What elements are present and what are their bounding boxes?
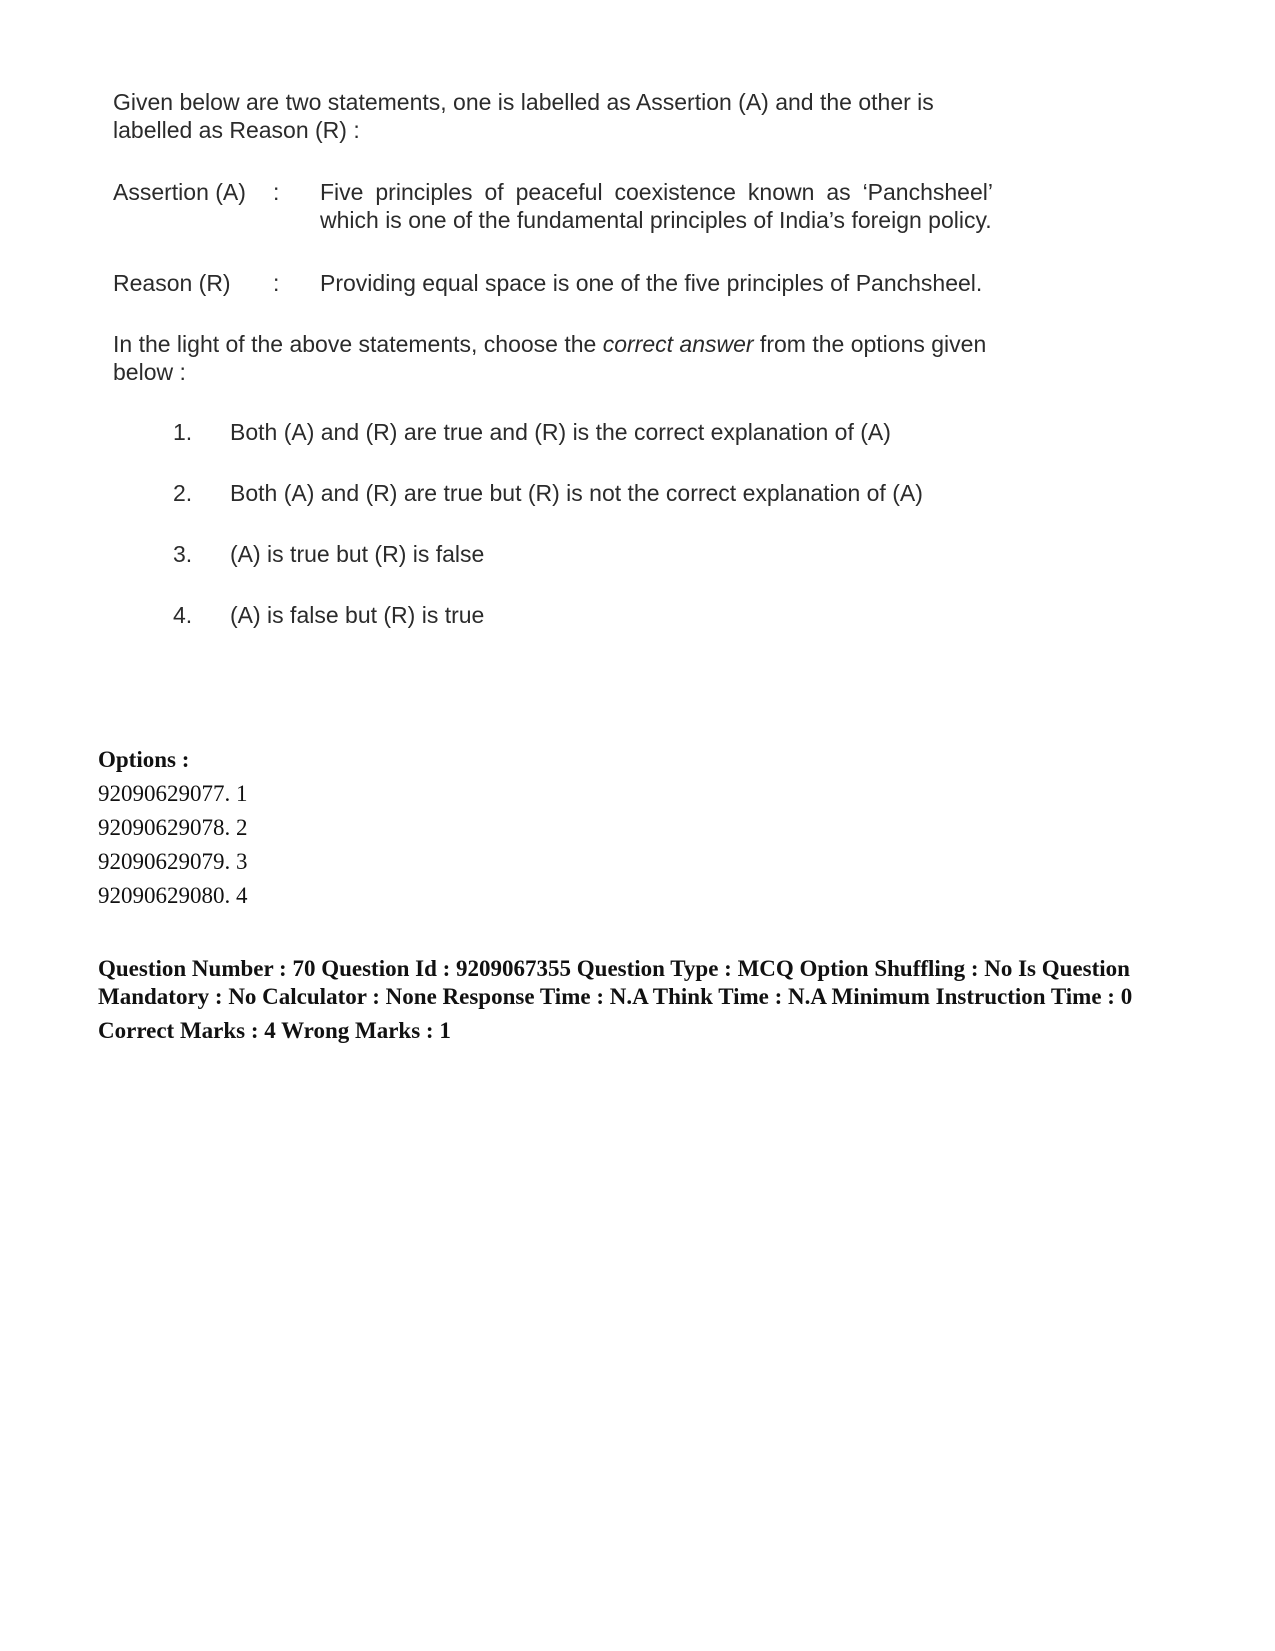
options-title: Options :: [98, 747, 190, 772]
answer-choices: [113, 418, 993, 629]
question-intro: Given below are two statements, one is labelled as Assertion (A) and the other is labelled as Reason (R) :: [113, 89, 934, 143]
choice-text: Both (A) and (R) are true and (R) is the correct explanation of (A): [230, 419, 891, 445]
choose-instruction-emphasis: correct answer: [602, 331, 754, 357]
assertion-label: Assertion (A): [113, 179, 246, 205]
choice-text: (A) is false but (R) is true: [230, 602, 485, 628]
assertion-text: Five principles of peaceful coexistence known as ‘Panchsheel’ which is one of the fundamental principles of India’s foreign policy.: [320, 179, 993, 233]
reason-label: Reason (R): [113, 270, 231, 296]
answer-choice-3: [113, 540, 993, 568]
choice-text: (A) is true but (R) is false: [230, 541, 485, 567]
reason-text: Providing equal space is one of the five principles of Panchsheel.: [320, 270, 983, 296]
option-item: 92090629080. 4: [98, 883, 248, 908]
marks-info: Correct Marks : 4 Wrong Marks : 1: [98, 1018, 451, 1043]
choice-text: Both (A) and (R) are true but (R) is not the correct explanation of (A): [230, 480, 923, 506]
option-item: 92090629078. 2: [98, 815, 248, 840]
choose-instruction: [113, 330, 993, 386]
choose-instruction-end: from the options given below :: [113, 331, 987, 385]
question-details: Question Number : 70 Question Id : 9209067355 Question Type : MCQ Option Shuffling : No Is Question Mandatory : No Calculator : None Response Time : N.A Think Time : N.A Minimum Instruction Time : 0: [98, 956, 1133, 1009]
choose-instruction-start: In the light of the above statements, choose the: [113, 331, 603, 357]
choice-number: 1.: [173, 419, 193, 445]
choice-number: 4.: [173, 602, 193, 628]
reason-row: [113, 269, 993, 297]
option-item: 92090629079. 3: [98, 849, 248, 874]
question-image: [113, 88, 993, 662]
assertion-row: [113, 178, 993, 234]
assertion-colon: :: [273, 179, 280, 205]
question-metadata: [98, 955, 1138, 1045]
answer-choice-4: [113, 601, 993, 629]
options-list: [98, 743, 248, 913]
reason-colon: :: [273, 270, 280, 296]
choice-number: 2.: [173, 480, 193, 506]
answer-choice-2: [113, 479, 993, 507]
choice-number: 3.: [173, 541, 193, 567]
answer-choice-1: [113, 418, 993, 446]
option-item: 92090629077. 1: [98, 781, 248, 806]
